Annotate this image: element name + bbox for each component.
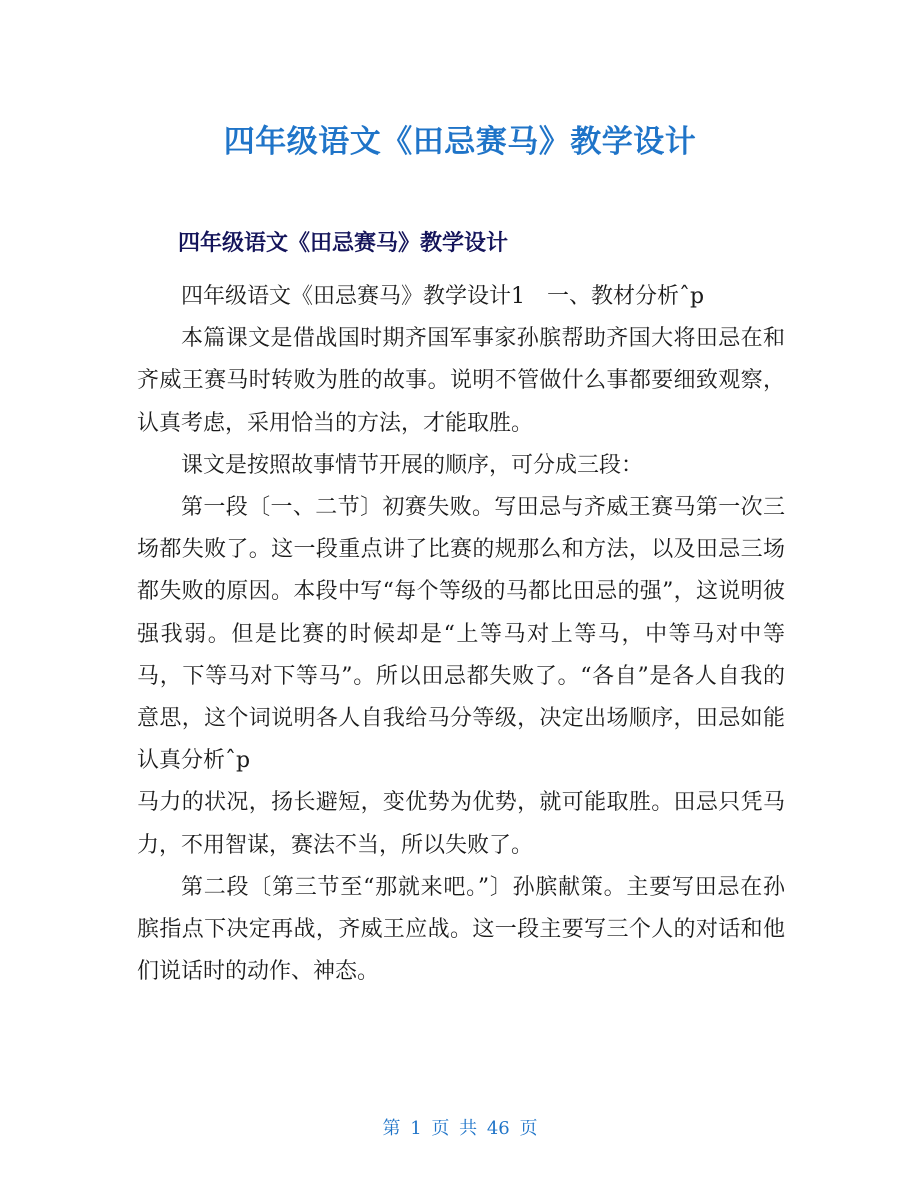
document-title: 四年级语文《田忌赛马》教学设计 bbox=[223, 124, 697, 160]
document-body bbox=[137, 276, 785, 993]
paragraph-structure: 课文是按照故事情节开展的顺序，可分成三段： bbox=[181, 452, 644, 478]
paragraph-section-one-continued: 马力的状况，扬长避短，变优势为优势，就可能取胜。田忌只凭马力，不用智谋，赛法不当，所以失败了。 bbox=[137, 790, 785, 858]
paragraph-section-two: 第二段〔第三节至“那就来吧。”〕孙膑献策。主要写田忌在孙膑指点下决定再战，齐威王应战。这一段主要写三个人的对话和他们说话时的动作、神态。 bbox=[137, 874, 785, 985]
paragraph-summary: 本篇课文是借战国时期齐国军事家孙膑帮助齐国大将田忌在和齐威王赛马时转败为胜的故事。说明不管做什么事都要细致观察，认真考虑，采用恰当的方法，才能取胜。 bbox=[137, 326, 785, 436]
document-subtitle: 四年级语文《田忌赛马》教学设计 bbox=[178, 231, 509, 256]
paragraph-heading-line: 四年级语文《田忌赛马》教学设计1 一、教材分析ˆp bbox=[181, 284, 705, 309]
page-number: 第 1 页 共 46 页 bbox=[382, 1118, 538, 1139]
paragraph-section-one: 第一段〔一、二节〕初赛失败。写田忌与齐威王赛马第一次三场都失败了。这一段重点讲了比赛的规那么和方法，以及田忌三场都失败的原因。本段中写“每个等级的马都比田忌的强”，这说明彼强我弱。但是比赛的时候却是“上等马对上等马，中等马对中等马，下等马对下等马”。所以田忌都失败了。“各自”是各人自我的意思，这个词说明各人自我给马分等级，决定出场顺序，田忌如能认真分析ˆp bbox=[137, 495, 785, 774]
